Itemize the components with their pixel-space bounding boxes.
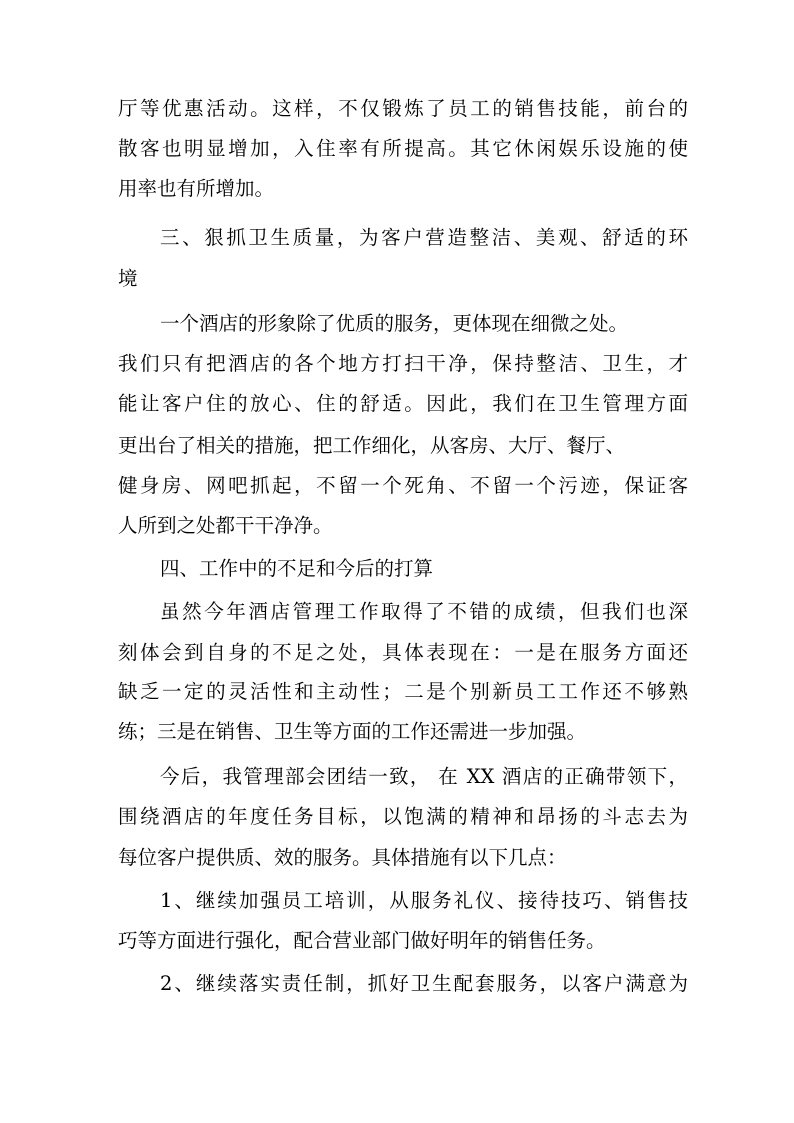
paragraph-line: 人所到之处都干干净净。 xyxy=(118,514,333,537)
paragraph-line: 健身房、网吧抓起，不留一个死角、不留一个污迹，保证客 xyxy=(118,474,688,497)
paragraph-line: 虽然今年酒店管理工作取得了不错的成绩，但我们也深 xyxy=(160,600,688,623)
paragraph-line: 更出台了相关的措施，把工作细化，从客房、大厅、餐厅、 xyxy=(118,434,626,457)
paragraph-line: 练；三是在销售、卫生等方面的工作还需进一步加强。 xyxy=(118,720,587,743)
paragraph-line: 围绕酒店的年度任务目标，以饱满的精神和昂扬的斗志去为 xyxy=(118,805,688,828)
section-heading: 三、狠抓卫生质量，为客户营造整洁、美观、舒适的环 xyxy=(160,226,688,249)
paragraph-line: 能让客户住的放心、住的舒适。因此，我们在卫生管理方面 xyxy=(118,392,688,415)
paragraph-line: 我们只有把酒店的各个地方打扫干净，保持整洁、卫生，才 xyxy=(118,352,688,375)
paragraph-line: 今后，我管理部会团结一致， 在 XX 酒店的正确带领下， xyxy=(160,765,688,788)
paragraph-line: 缺乏一定的灵活性和主动性；二是个别新员工工作还不够熟 xyxy=(118,680,688,703)
section-heading: 境 xyxy=(118,267,138,290)
paragraph-line: 散客也明显增加，入住率有所提高。其它休闲娱乐设施的使 xyxy=(118,137,688,160)
paragraph-line: 一个酒店的形象除了优质的服务，更体现在细微之处。 xyxy=(160,312,629,335)
list-item: 巧等方面进行强化，配合营业部门做好明年的销售任务。 xyxy=(118,929,606,952)
section-heading: 四、工作中的不足和今后的打算 xyxy=(160,557,434,580)
paragraph-line: 每位客户提供质、效的服务。具体措施有以下几点： xyxy=(118,846,567,869)
paragraph-line: 厅等优惠活动。这样，不仅锻炼了员工的销售技能，前台的 xyxy=(118,97,688,120)
paragraph-line: 用率也有所增加。 xyxy=(118,177,275,200)
list-item: 2、继续落实责任制，抓好卫生配套服务，以客户满意为 xyxy=(160,972,688,995)
list-item: 1、继续加强员工培训，从服务礼仪、接待技巧、销售技 xyxy=(160,889,688,912)
paragraph-line: 刻体会到自身的不足之处，具体表现在：一是在服务方面还 xyxy=(118,641,688,664)
